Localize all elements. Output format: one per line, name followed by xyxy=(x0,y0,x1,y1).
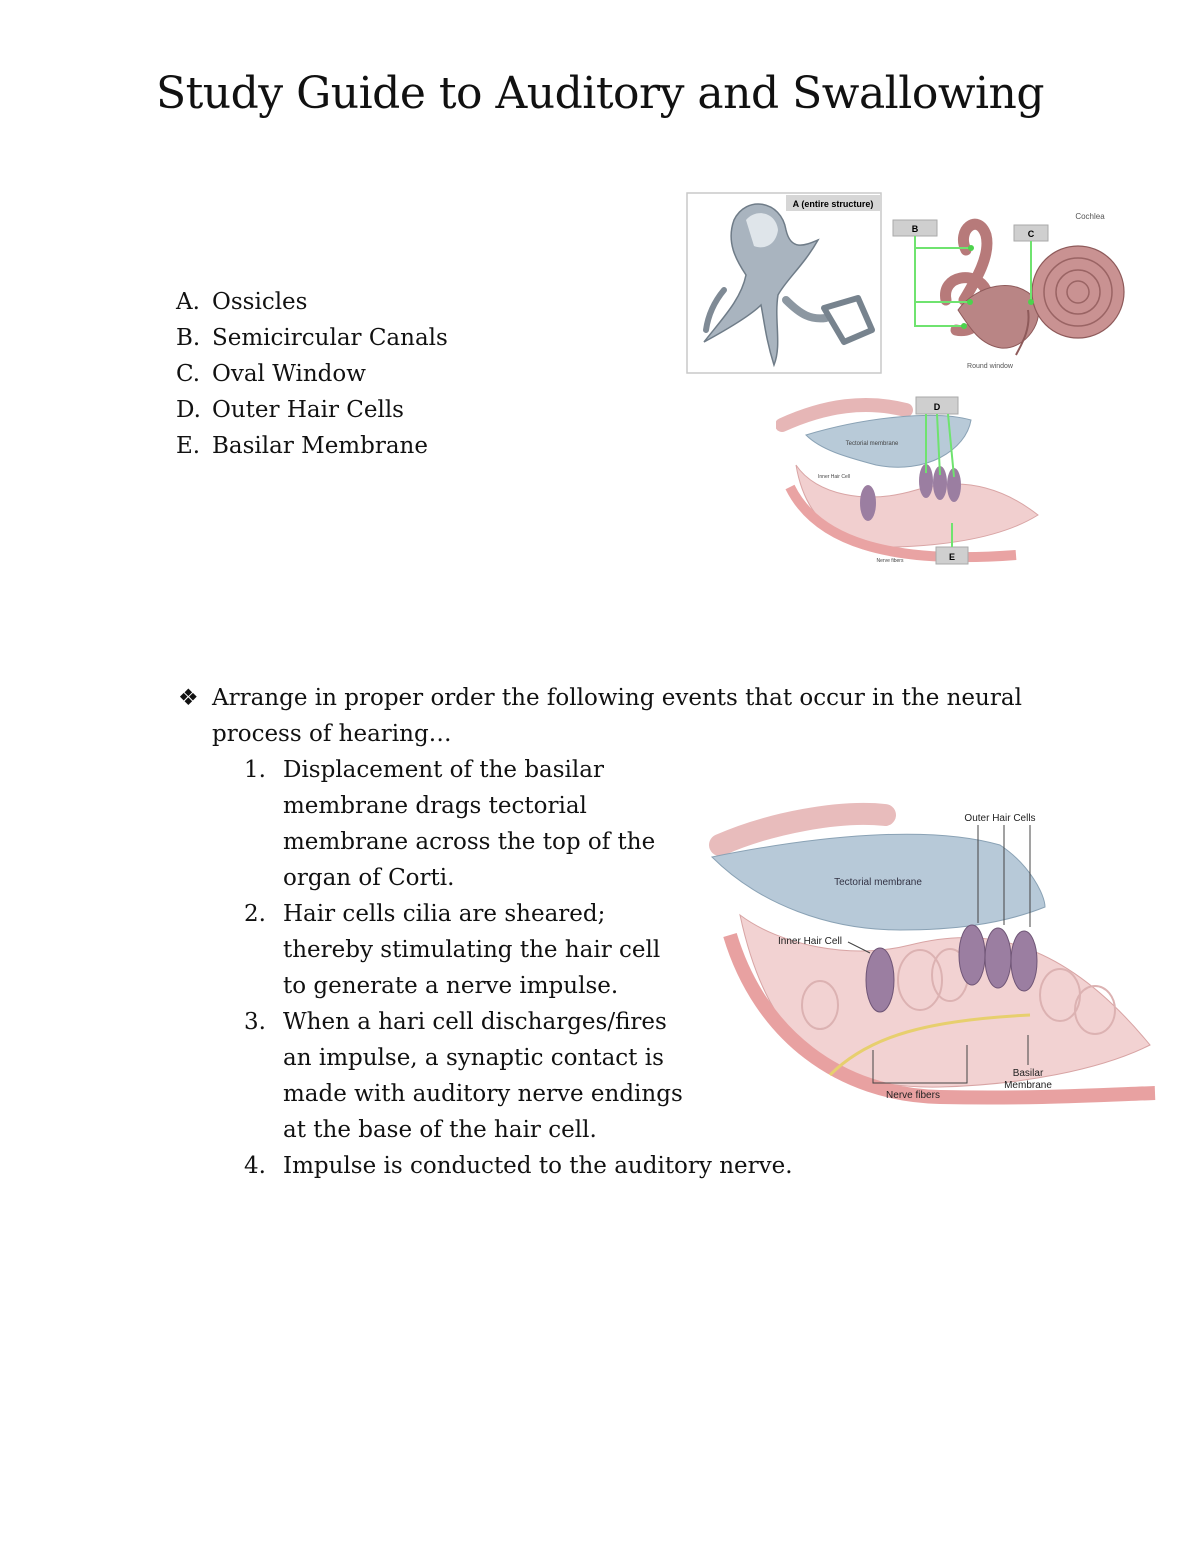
step-number: 2. xyxy=(244,901,266,927)
list-item xyxy=(176,428,448,464)
label-c-text: C xyxy=(1027,229,1035,239)
label-e-text: E xyxy=(948,552,956,562)
cochlea-label: Cochlea xyxy=(1075,212,1105,221)
list-text: Oval Window xyxy=(212,361,366,387)
tectorial-label: Tectorial membrane xyxy=(845,441,899,447)
round-window-label: Round window xyxy=(967,363,1013,370)
list-text: Semicircular Canals xyxy=(212,325,448,351)
outer-hair-cell xyxy=(985,928,1011,988)
tectorial-label: Tectorial membrane xyxy=(834,877,922,888)
step-text: Displacement of the basilar membrane drags tectorial membrane across the top of the organ of Corti. xyxy=(283,757,656,891)
step-number: 3. xyxy=(244,1009,266,1035)
pointer-dot xyxy=(961,323,967,329)
list-item xyxy=(176,356,448,392)
inner-ear-illustration xyxy=(946,224,1124,355)
nerve-fibers-label: Nerve fibers xyxy=(886,1090,940,1101)
structure-label-list xyxy=(176,284,448,464)
step-text: Impulse is conducted to the auditory nerve. xyxy=(283,1153,793,1179)
question-text: Arrange in proper order the following events that occur in the neural process of hearing… xyxy=(212,685,1022,747)
basilar-label-line2: Membrane xyxy=(1004,1080,1052,1091)
list-item xyxy=(176,320,448,356)
list-item xyxy=(176,284,448,320)
ear-structure-figure xyxy=(686,190,1136,380)
step-number: 4. xyxy=(244,1153,266,1179)
inner-hair-cell xyxy=(866,948,894,1012)
corti-small-figure xyxy=(776,395,1046,570)
list-letter: D. xyxy=(176,397,201,423)
list-text: Ossicles xyxy=(212,289,308,315)
page-title: Study Guide to Auditory and Swallowing xyxy=(155,68,1045,119)
outer-hair-cell xyxy=(1011,931,1037,991)
step-text: When a hari cell discharges/fires an impulse, a synaptic contact is made with auditory nerve endings at the base of the hair cell. xyxy=(283,1009,683,1143)
list-letter: A. xyxy=(176,289,200,315)
pointer-dot xyxy=(1028,299,1034,305)
list-item xyxy=(244,1004,683,1148)
pointer-dot xyxy=(967,299,973,305)
list-text: Basilar Membrane xyxy=(212,433,428,459)
inner-hair-cell-label: Inner Hair Cell xyxy=(778,936,842,947)
inner-hair-cell xyxy=(860,485,876,521)
outer-hair-cells-label: Outer Hair Cells xyxy=(964,813,1036,824)
list-item xyxy=(244,896,683,1004)
list-letter: B. xyxy=(176,325,201,351)
outer-hair-cell xyxy=(959,925,985,985)
pointer-dot xyxy=(968,245,974,251)
label-a-text: A (entire structure) xyxy=(792,199,874,209)
list-item xyxy=(176,392,448,428)
inner-hair-label: Inner Hair Cell xyxy=(818,474,850,480)
label-d-text: D xyxy=(933,402,941,412)
diamond-bullet-icon: ❖ xyxy=(178,685,199,711)
list-letter: C. xyxy=(176,361,201,387)
list-text: Outer Hair Cells xyxy=(212,397,404,423)
list-item xyxy=(244,1148,793,1184)
label-b-text: B xyxy=(911,224,919,234)
step-text: Hair cells cilia are sheared; thereby stimulating the hair cell to generate a nerve impulse. xyxy=(283,901,661,999)
corti-large-figure xyxy=(700,795,1160,1110)
list-item xyxy=(244,752,683,896)
basilar-label-line1: Basilar xyxy=(1012,1068,1044,1079)
ordering-question xyxy=(178,680,1058,752)
list-letter: E. xyxy=(176,433,201,459)
step-number: 1. xyxy=(244,757,266,783)
nerve-label: Nerve fibers xyxy=(876,558,904,564)
